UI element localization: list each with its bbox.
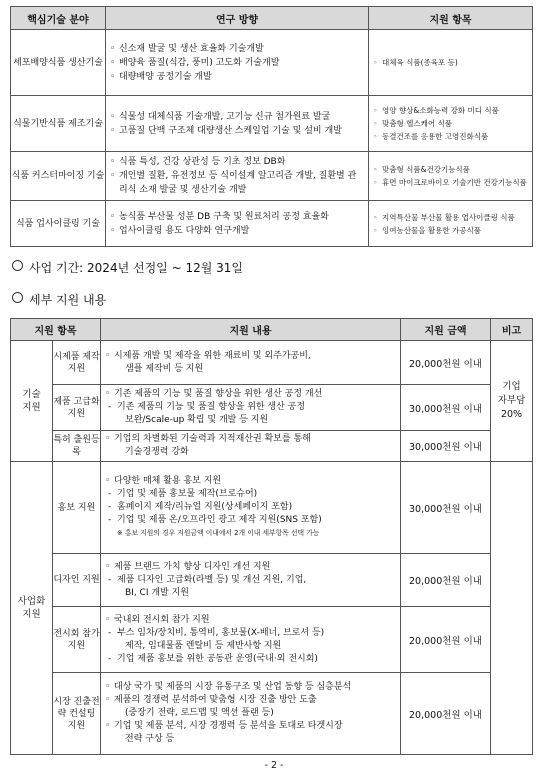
table-row xyxy=(11,201,533,247)
content-line: BI, CI 개발 지원 xyxy=(125,587,189,598)
direction-cell xyxy=(106,201,369,247)
content-cell xyxy=(101,462,401,554)
content-cell xyxy=(101,673,401,755)
page-number: - 2 - xyxy=(264,760,284,771)
content-line: 보완/Scale-up 확립 및 개발 등 지원 xyxy=(125,415,269,425)
content-cell xyxy=(101,341,401,385)
amount-cell: 20,000천원 이내 xyxy=(401,607,491,673)
sub-item-cell: 전시회 참가 지원 xyxy=(53,607,101,673)
detail-heading xyxy=(12,291,106,308)
support-detail-table xyxy=(10,318,533,755)
content-line: ※ 홍보 지원의 경우 지원금액 이내에서 2개 이내 세부항목 선택 가능 xyxy=(117,529,320,537)
content-cell xyxy=(101,385,401,431)
direction-line: ◦ 배양육 품질(식감, 풍미) 고도화 기술개발 xyxy=(110,56,364,70)
sub-item-cell: 홍보 지원 xyxy=(53,462,101,554)
content-cell xyxy=(101,607,401,673)
detail-text: 세부 지원 내용 xyxy=(29,293,107,307)
table-row xyxy=(11,607,533,673)
direction-line: ◦ 고품질 단백 구조체 대량생산 스케일업 기술 및 설비 개발 xyxy=(110,124,364,138)
item-line: ◦ 휴면 마이크로바이오 기술기반 건강기능식품 xyxy=(373,176,528,189)
table-row xyxy=(11,554,533,607)
content-line: - 기존 제품의 기능 및 품질 향상을 위한 생산 공정 xyxy=(105,401,396,414)
direction-line: ◦ 신소재 발굴 및 생산 효율화 기술개발 xyxy=(110,42,364,56)
table-row xyxy=(11,96,533,152)
direction-line: ◦ 대량배양 공정기술 개발 xyxy=(110,70,364,84)
content-line: ◦ 국내외 전시회 참가 지원 xyxy=(105,614,396,627)
sub-item-cell: 시장 진출전략 컨설팅 지원 xyxy=(53,673,101,755)
direction-line: ◦ 개인별 질환, 유전정보 등 식이설계 알고리즘 개발, 질환별 관리식 소재 발굴 및 생산기술 개발 xyxy=(110,169,364,197)
amount-cell: 30,000천원 이내 xyxy=(401,462,491,554)
table-row xyxy=(11,341,533,385)
note-cell: 기업 자부담 20% xyxy=(491,341,533,462)
field-cell: 식품 업사이클링 기술 xyxy=(11,201,106,247)
content-line: ◦ 시제품 개발 및 제작을 위한 재료비 및 외주가공비, xyxy=(105,350,396,363)
content-line: 기술경쟁력 강화 xyxy=(125,447,189,457)
direction-line: ◦ 업사이클링 용도 다양화 연구개발 xyxy=(110,224,364,238)
item-line: ◦ 동결건조를 응용한 고영진화식품 xyxy=(373,130,528,143)
items-cell xyxy=(369,201,533,247)
sub-item-cell: 디자인 지원 xyxy=(53,554,101,607)
category-cell: 기술 지원 xyxy=(11,341,53,462)
research-direction-table xyxy=(10,6,533,247)
item-line: ◦ 맞춤형 식품&건강기능식품 xyxy=(373,163,528,176)
content-line: ◦ 다양한 매체 활용 홍보 지원 xyxy=(105,475,396,488)
table-row xyxy=(11,30,533,96)
direction-line: ◦ 농식품 부산물 성분 DB 구축 및 원료처리 공정 효율화 xyxy=(110,210,364,224)
amount-cell: 20,000천원 이내 xyxy=(401,341,491,385)
field-cell: 식품 커스터마이징 기술 xyxy=(11,152,106,201)
item-line: ◦ 영양 향상&소화능력 강화 미디 식품 xyxy=(373,104,528,117)
content-cell xyxy=(101,554,401,607)
content-line: 제작, 임대물품 렌탈비 등 제반사항 지원 xyxy=(125,640,282,651)
item-line: ◦ 맞춤형 헬스케어 식품 xyxy=(373,117,528,130)
table-row xyxy=(11,462,533,554)
direction-cell xyxy=(106,96,369,152)
content-line: - 기업 및 제품 홍보물 제작(브로슈어) xyxy=(105,488,396,501)
amount-cell: 20,000천원 이내 xyxy=(401,554,491,607)
content-line: - 기업 제품 홍보를 위한 공동관 운영(국내·외 전시회) xyxy=(105,653,396,666)
content-line: 전략 구상 등 xyxy=(125,734,175,744)
circle-bullet-icon xyxy=(12,260,23,271)
amount-cell: 20,000천원 이내 xyxy=(401,673,491,755)
header-field: 핵심기술 분야 xyxy=(11,7,106,30)
sub-item-cell: 시제품 제작 지원 xyxy=(53,341,101,385)
direction-line: ◦ 식물성 대체식품 기술개발, 고기능 신규 첨가원료 발굴 xyxy=(110,110,364,124)
period-heading xyxy=(12,259,243,276)
items-cell xyxy=(369,30,533,96)
header-note: 비고 xyxy=(491,319,533,341)
item-line: ◦ 지역특산물 부산물 활용 업사이클링 식품 xyxy=(373,211,528,224)
header-item: 지원 항목 xyxy=(11,319,101,341)
sub-item-cell: 제품 고급화 지원 xyxy=(53,385,101,431)
direction-cell xyxy=(106,152,369,201)
circle-bullet-icon xyxy=(12,292,23,303)
content-line: ◦ 제품 브랜드 가치 향상 디자인 개선 지원 xyxy=(105,561,396,574)
content-line: - 홈페이지 제작/리뉴얼 지원(상세페이지 포함) xyxy=(105,501,396,514)
content-line: ◦ 기업 및 제품 분석, 시장 경쟁력 등 분석을 토대로 타겟시장 xyxy=(105,720,396,733)
items-cell xyxy=(369,96,533,152)
table-header-row xyxy=(11,319,533,341)
header-amount: 지원 금액 xyxy=(401,319,491,341)
items-cell xyxy=(369,152,533,201)
note-cell xyxy=(491,462,533,755)
period-text: 사업 기간: 2024년 선정일 ~ 12월 31일 xyxy=(29,261,243,275)
content-line: - 부스 임차/장치비, 통역비, 홍보물(X-배너, 브로셔 등) xyxy=(105,627,396,640)
amount-cell: 30,000천원 이내 xyxy=(401,385,491,431)
field-cell: 식물기반식품 제조기술 xyxy=(11,96,106,152)
content-line: - 기업 및 제품 온/오프라인 광고 제작 지원(SNS 포함) xyxy=(105,514,396,527)
item-line: ◦ 대체육 식품(종육포 등) xyxy=(373,56,528,69)
amount-cell: 30,000천원 이내 xyxy=(401,431,491,462)
table-row xyxy=(11,431,533,462)
table-row xyxy=(11,385,533,431)
direction-cell xyxy=(106,30,369,96)
content-line: - 제품 디자인 고급화(라벨 등) 및 개선 지원, 기업, xyxy=(105,574,396,587)
content-line: ◦ 기존 제품의 기능 및 품질 향상을 위한 생산 공정 개선 xyxy=(105,388,396,401)
table-row xyxy=(11,673,533,755)
content-line: 샘플 제작비 등 지원 xyxy=(125,363,204,374)
field-cell: 세포배양식품 생산기술 xyxy=(11,30,106,96)
item-line: ◦ 잉여농산물을 활용한 가공식품 xyxy=(373,224,528,237)
header-direction: 연구 방향 xyxy=(106,7,369,30)
content-line: ◦ 기업의 차별화된 기술력과 지적재산권 확보를 통해 xyxy=(105,433,396,446)
sub-item-cell: 특허 출원등록 xyxy=(53,431,101,462)
header-items: 지원 항목 xyxy=(369,7,533,30)
header-content: 지원 내용 xyxy=(101,319,401,341)
table-header-row xyxy=(11,7,533,30)
content-line: (중장기 전략, 로드맵 및 액션 플랜 등) xyxy=(125,708,274,718)
content-line: ◦ 대상 국가 및 제품의 시장 유통구조 및 산업 동향 등 심층분석 xyxy=(105,681,396,694)
category-cell: 사업화 지원 xyxy=(11,462,53,755)
content-line: ◦ 제품의 경쟁력 분석하여 맞춤형 시장 진출 방안 도출 xyxy=(105,694,396,707)
content-cell xyxy=(101,431,401,462)
table-row xyxy=(11,152,533,201)
direction-line: ◦ 식품 특성, 건강 상관성 등 기초 정보 DB화 xyxy=(110,155,364,169)
